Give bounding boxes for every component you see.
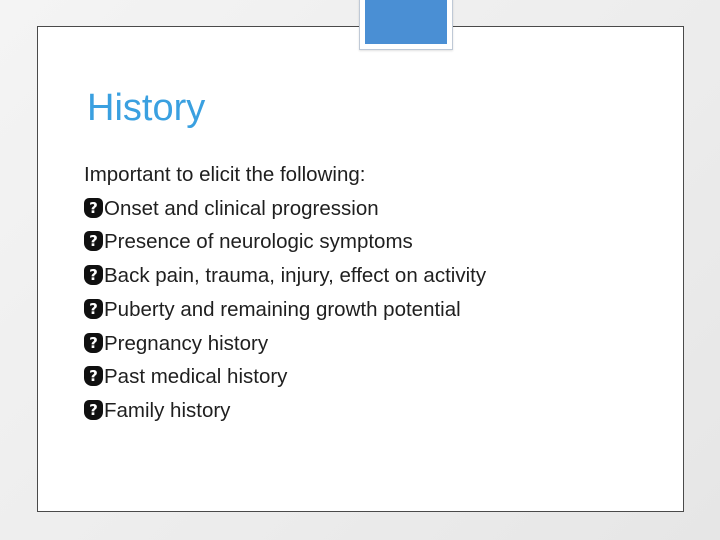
replacement-character-icon [84, 333, 103, 353]
replacement-character-icon [84, 198, 103, 218]
list-item [84, 394, 664, 428]
list-item [84, 360, 664, 394]
list-item-text: Puberty and remaining growth potential [104, 297, 461, 321]
replacement-character-icon [84, 366, 103, 386]
list-item [84, 259, 664, 293]
replacement-character-icon [84, 400, 103, 420]
list-item-text: Presence of neurologic symptoms [104, 230, 413, 254]
replacement-character-icon [84, 265, 103, 285]
list-item-text: Family history [104, 398, 231, 422]
list-item-text: Onset and clinical progression [104, 196, 379, 220]
list-item [84, 225, 664, 259]
list-item [84, 192, 664, 226]
list-item [84, 293, 664, 327]
slide-title: History [87, 87, 206, 129]
list-item-text: Back pain, trauma, injury, effect on activity [104, 264, 487, 288]
accent-tab-fill [365, 0, 447, 44]
replacement-character-icon [84, 299, 103, 319]
intro-text: Important to elicit the following: [84, 163, 366, 186]
list-item [84, 327, 664, 361]
bullet-list [84, 192, 664, 428]
slide-body [84, 158, 664, 428]
list-item-text: Past medical history [104, 365, 288, 389]
replacement-character-icon [84, 231, 103, 251]
list-item-text: Pregnancy history [104, 331, 269, 355]
